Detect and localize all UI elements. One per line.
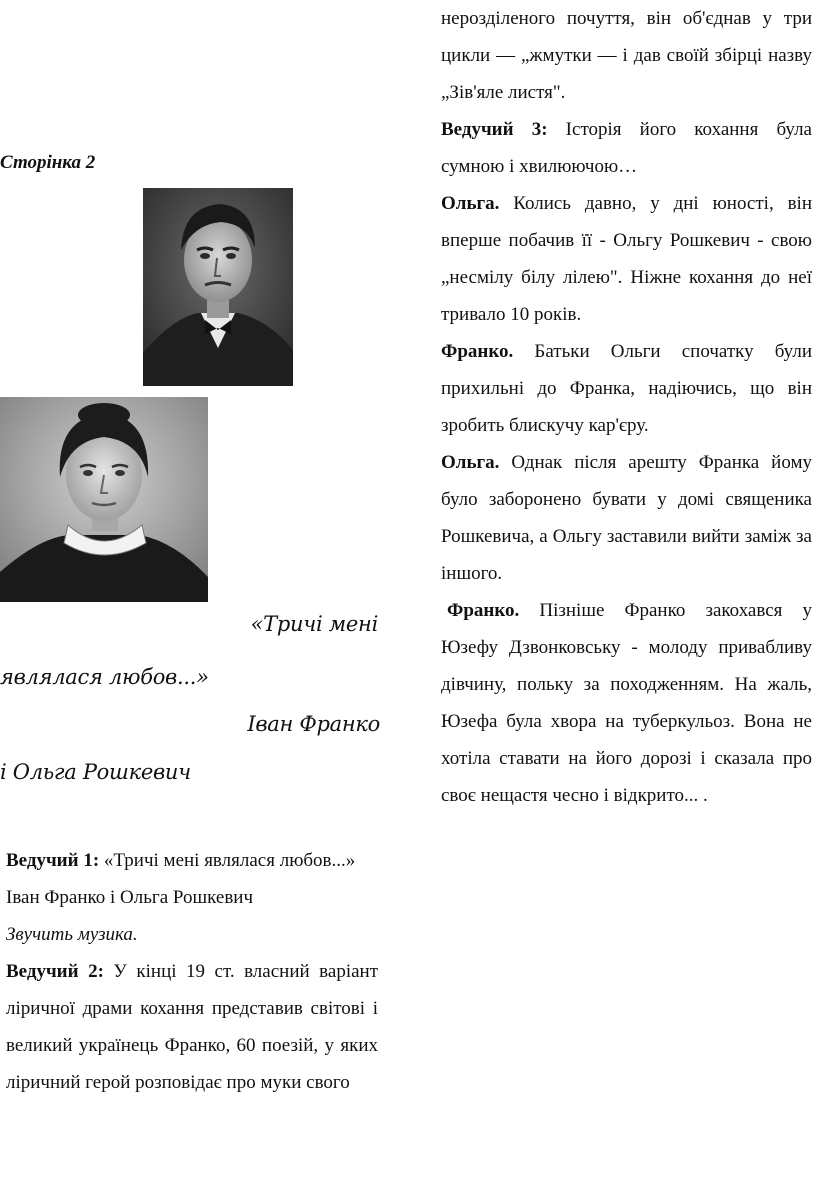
paragraph-text: Історія його кохання була сумною і хвилюючою… [441, 119, 812, 177]
paragraph [6, 842, 378, 916]
paragraph [441, 333, 812, 444]
paragraph [441, 111, 812, 185]
stage-direction: Звучить музика. [6, 924, 138, 945]
speaker-label: Ведучий 2: [6, 961, 104, 982]
paragraph-text: Пізніше Франко закохався у Юзефу Дзвонковську - молоду привабливу дівчину, польку за походженням. На жаль, Юзефа була хвора на туберкульоз. Вона не хотіла ставати на його дорозі і сказала про своє нещастя чесно і відкрито... . [441, 600, 812, 806]
speaker-label: Франко. [441, 341, 514, 362]
left-column [6, 842, 378, 1101]
author-line2: і Ольга Рошкевич [0, 760, 191, 784]
author-line1: Іван Франко [247, 712, 380, 736]
franko-portrait [143, 188, 293, 386]
speaker-label: Ольга. [441, 193, 500, 214]
paragraph-text: У кінці 19 ст. власний варіант ліричної драми кохання представив світові і великий українець Франко, 60 поезій, у яких ліричний герой розповідає про муки свого [6, 961, 379, 1093]
paragraph [441, 0, 812, 111]
olga-portrait [0, 397, 208, 602]
paragraph [441, 444, 812, 592]
speaker-label: Ведучий 3: [441, 119, 548, 140]
right-column [441, 0, 812, 814]
speaker-label: Франко. [447, 600, 520, 621]
poem-title-line1: «Тричі мені [250, 612, 378, 636]
portrait-photo-icon [0, 397, 208, 602]
paragraph-text: Батьки Ольги спочатку були прихильні до Франка, надіючись, що він зробить блискучу кар'єру. [441, 341, 812, 436]
poem-title-line2: являлася любов...» [0, 665, 209, 689]
paragraph-text: Однак після арешту Франка йому було заборонено бувати у домі священика Рошкевича, а Ольгу заставили вийти заміж за іншого. [441, 452, 812, 584]
paragraph-text: «Тричі мені являлася любов...» Іван Франко і Ольга Рошкевич [6, 850, 356, 908]
paragraph-text: нерозділеного почуття, він об'єднав у три цикли — „жмутки — і дав своїй збірці назву „Зів'яле листя". [441, 8, 812, 103]
paragraph [441, 592, 812, 814]
page-label: Сторінка 2 [0, 152, 96, 173]
paragraph [441, 185, 812, 333]
paragraph-text: Колись давно, у дні юності, він вперше побачив її - Ольгу Рошкевич - свою „несмілу білу лілею". Ніжне кохання до неї тривало 10 років. [441, 193, 812, 325]
portrait-photo-icon [143, 188, 293, 386]
speaker-label: Ольга. [441, 452, 500, 473]
paragraph [6, 953, 378, 1101]
speaker-label: Ведучий 1: [6, 850, 100, 871]
